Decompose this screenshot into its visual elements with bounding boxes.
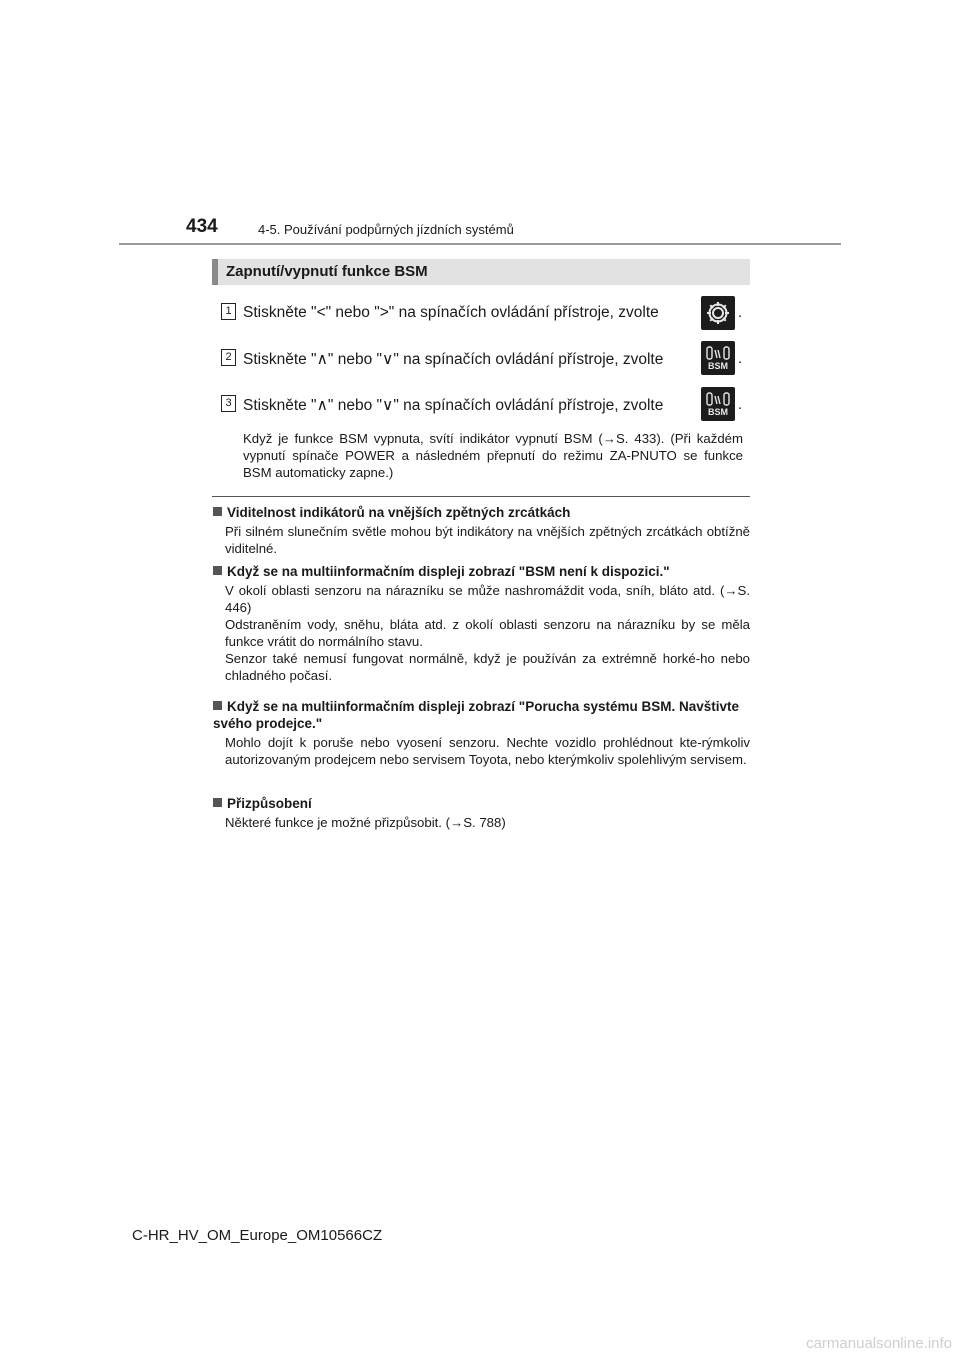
content-divider xyxy=(212,496,750,497)
bullet-square-icon xyxy=(213,566,222,575)
info-title: Když se na multiinformačním displeji zobrazí "Porucha systému BSM. Navštivte svého prodejce." xyxy=(213,699,740,731)
step-number-2: 2 xyxy=(221,349,236,366)
info-paragraph: Odstraněním vody, sněhu, bláta atd. z okolí oblasti senzoru na nárazníku by se měla funkce vrátit do normálního stavu. xyxy=(225,617,750,649)
section-title: 4-5. Používání podpůrných jízdních systémů xyxy=(258,222,514,237)
bsm-icon-label: BSM xyxy=(708,360,728,371)
info-title: Viditelnost indikátorů na vnějších zpětných zrcátkách xyxy=(227,505,571,520)
info-paragraph: Mohlo dojít k poruše nebo vyosení senzoru. Nechte vozidlo prohlédnout kte-rýmkoliv autorizovaným prodejcem nebo servisem Toyota, nebo kterýmkoliv spolehlivým servisem. xyxy=(225,735,750,767)
info-paragraph: Některé funkce je možné přizpůsobit. (→S. 788) xyxy=(225,815,506,830)
step-3-period: . xyxy=(738,396,743,413)
step-1-period: . xyxy=(738,304,743,321)
bsm-icon xyxy=(701,387,735,421)
info-bsm-malfunction xyxy=(213,698,750,768)
gear-icon xyxy=(701,296,735,330)
section-heading-bar xyxy=(212,259,750,285)
watermark: carmanualsonline.info xyxy=(806,1335,952,1352)
info-bsm-unavailable xyxy=(213,563,750,684)
bullet-square-icon xyxy=(213,798,222,807)
section-heading: Zapnutí/vypnutí funkce BSM xyxy=(226,263,428,280)
info-paragraph: Při silném slunečním světle mohou být indikátory na vnějších zpětných zrcátkách obtížně viditelné. xyxy=(225,524,750,556)
document-code: C-HR_HV_OM_Europe_OM10566CZ xyxy=(132,1227,383,1244)
bullet-square-icon xyxy=(213,507,222,516)
info-paragraph: Senzor také nemusí fungovat normálně, když je používán za extrémně horké-ho nebo chladného počasí. xyxy=(225,651,750,683)
info-visibility xyxy=(213,504,750,557)
bullet-square-icon xyxy=(213,701,222,710)
header-divider xyxy=(119,243,841,245)
bsm-icon xyxy=(701,341,735,375)
info-paragraph: V okolí oblasti senzoru na nárazníku se může nashromáždit voda, sníh, bláto atd. (→S. 446) xyxy=(225,583,750,615)
info-customization xyxy=(213,795,750,831)
bsm-icon-label: BSM xyxy=(708,406,728,417)
info-title: Přizpůsobení xyxy=(227,796,312,811)
step-1-text: Stiskněte "<" nebo ">" na spínačích ovládání přístroje, zvolte xyxy=(243,304,659,321)
heading-accent xyxy=(212,259,218,285)
step-2-text: Stiskněte "∧" nebo "∨" na spínačích ovládání přístroje, zvolte xyxy=(243,351,664,368)
page-number: 434 xyxy=(186,216,218,237)
step-number-3: 3 xyxy=(221,395,236,412)
step-3-text: Stiskněte "∧" nebo "∨" na spínačích ovládání přístroje, zvolte xyxy=(243,397,664,414)
step-number-1: 1 xyxy=(221,303,236,320)
step-note: Když je funkce BSM vypnuta, svítí indikátor vypnutí BSM (→S. 433). (Při každém vypnutí spínače POWER a následném přepnutí do režimu ZA-PNUTO se funkce BSM automaticky zapne.) xyxy=(243,431,743,480)
info-title: Když se na multiinformačním displeji zobrazí "BSM není k dispozici." xyxy=(227,564,670,579)
step-2-period: . xyxy=(738,350,743,367)
